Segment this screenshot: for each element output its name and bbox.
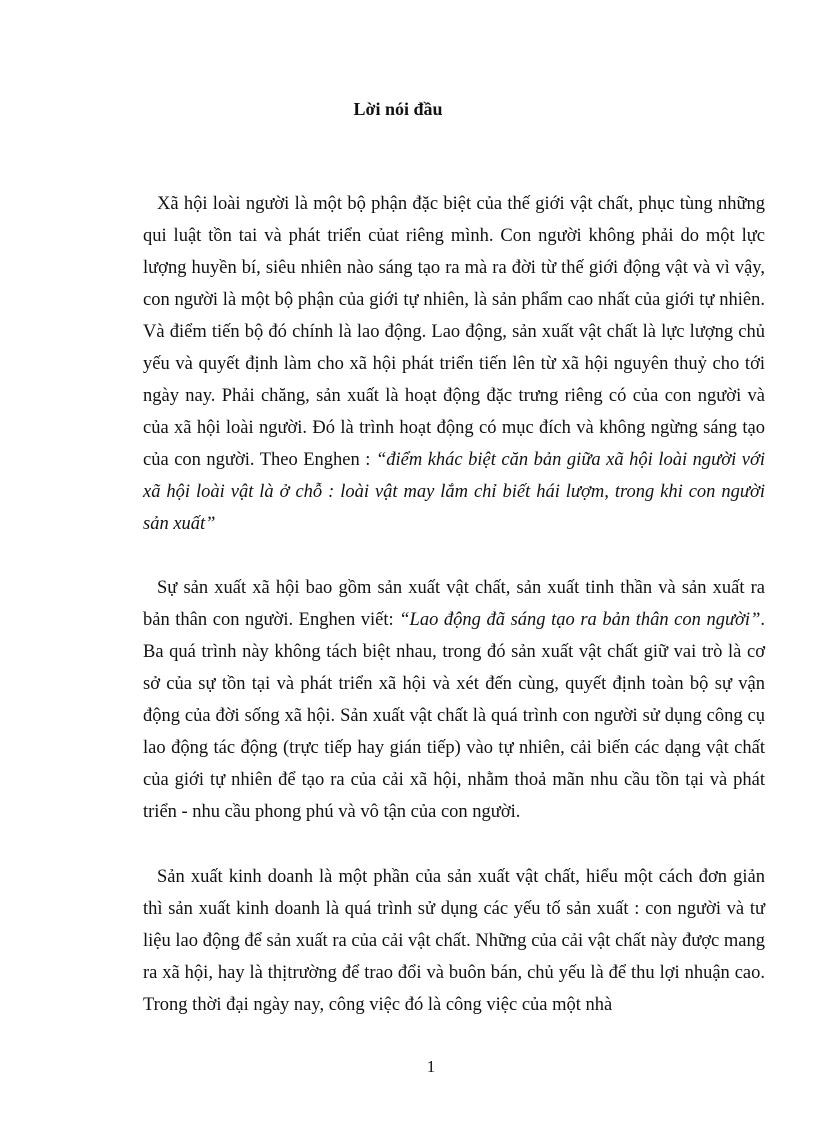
paragraph-1-text: Xã hội loài người là một bộ phận đặc biệt của thế giới vật chất, phục tùng những qui luật tồn tai và phát triển củat riêng mình. Con người không phải do một lực lượng huyền bí, siêu nhiên nào sáng tạo ra mà ra đời từ thế giới động vật và vì vậy, con người là một bộ phận của giới tự nhiên, là sản phẩm cao nhất của giới tự nhiên. Và điểm tiến bộ đó chính là lao động. Lao động, sản xuất vật chất là lực lượng chủ yếu và quyết định làm cho xã hội phát triển tiến lên từ xã hội nguyên thuỷ cho tới ngày nay. Phải chăng, sản xuất là hoạt động đặc trưng riêng có của con người và của xã hội loài người. Đó là trình hoạt động có mục đích và không ngừng sáng tạo của con người. Theo Enghen : [143, 194, 765, 470]
page-number: 1 [426, 1057, 436, 1076]
paragraph-3-text: Sản xuất kinh doanh là một phần của sản xuất vật chất, hiểu một cách đơn giản thì sản xuất kinh doanh là quá trình sử dụng các yếu tố sản xuất : con người và tư liệu lao động để sản xuất ra của cải vật chất. Những của cải vật chất này được mang ra xã hội, hay là thịtrường để trao đổi và buôn bán, chủ yếu là để thu lợi nhuận cao. Trong thời đại ngày nay, công việc đó là công việc của một nhà [143, 867, 765, 1015]
paragraph-2-text-a: Sự sản xuất xã hội bao gồm sản xuất vật chất, sản xuất tinh thần và sản xuất ra bản thân con người. Enghen viết: [143, 578, 765, 630]
paragraph-1-quote: “điểm khác biệt căn bản giữa xã hội loài người với xã hội loài vật là ở chỗ : loài vật may lắm chỉ biết hái lượm, trong khi con người sản xuất” [143, 450, 765, 534]
paragraph-2 [143, 572, 765, 828]
paragraph-3 [143, 861, 765, 1021]
paragraph-2-text-b: . Ba quá trình này không tách biệt nhau, trong đó sản xuất vật chất giữ vai trò là cơ sở của sự tồn tại và phát triển xã hội và xét đến cùng, quyết định toàn bộ sự vận động của đời sống xã hội. Sản xuất vật chất là quá trình con người sử dụng công cụ lao động tác động (trực tiếp hay gián tiếp) vào tự nhiên, cải biến các dạng vật chất của giới tự nhiên để tạo ra của cải xã hội, nhằm thoả mãn nhu cầu tồn tại và phát triển - nhu cầu phong phú và vô tận của con người. [143, 610, 765, 822]
page-title: Lời nói đầu [353, 99, 443, 119]
paragraph-2-quote: “Lao động đã sáng tạo ra bản thân con người” [399, 610, 761, 630]
paragraph-1 [143, 188, 765, 540]
